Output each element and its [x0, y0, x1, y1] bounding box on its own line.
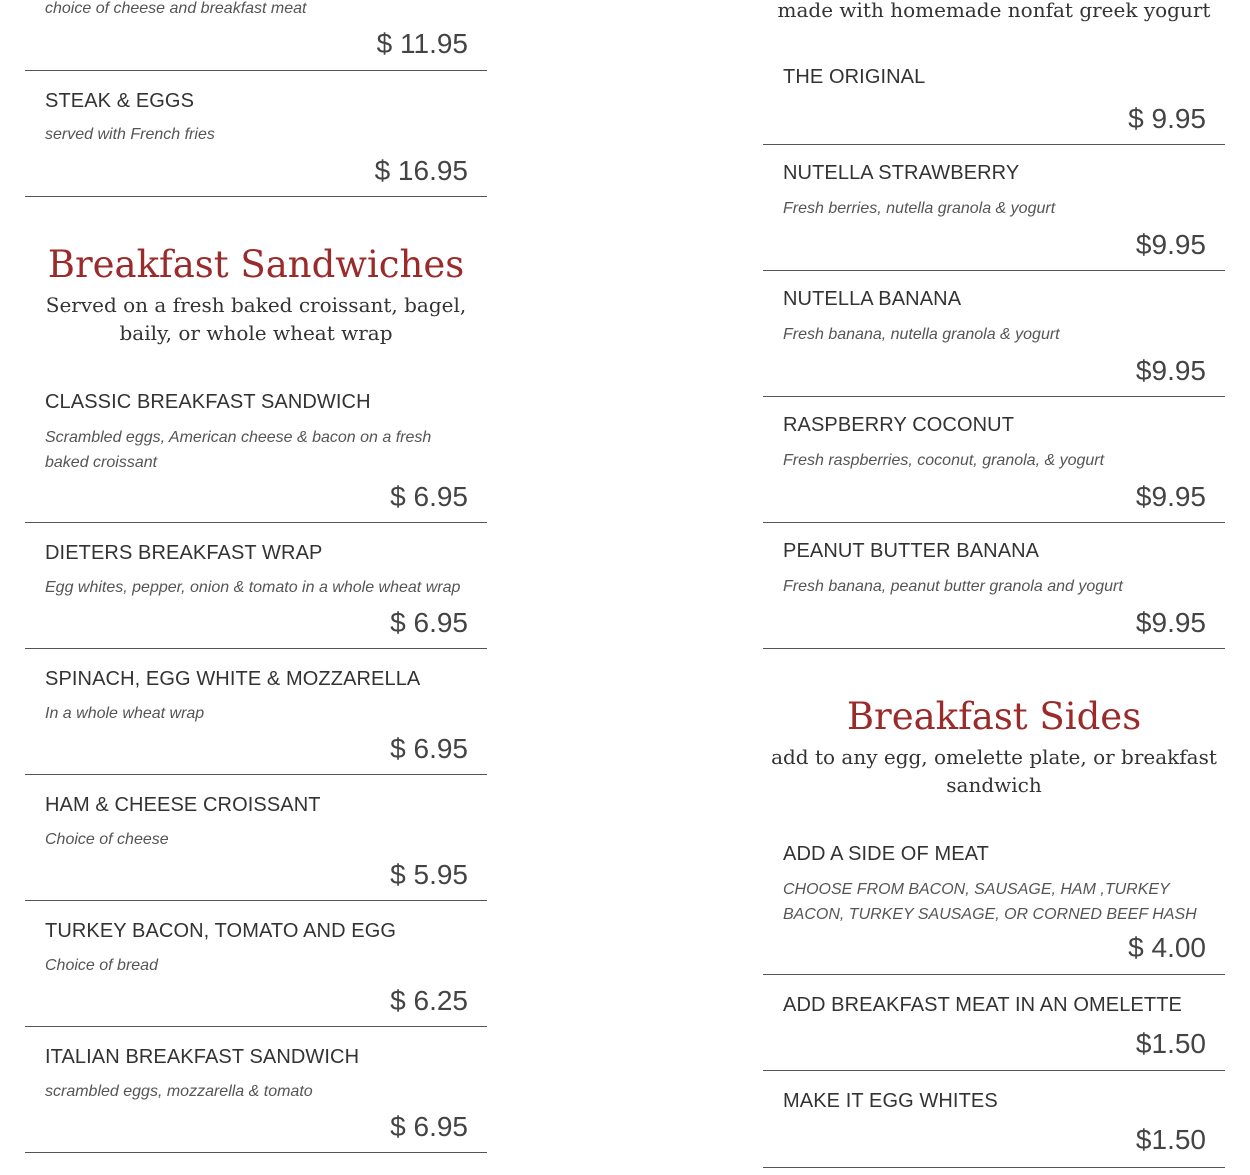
item-description: Egg whites, pepper, onion & tomato in a whole wheat wrap — [45, 579, 461, 596]
menu-item — [763, 271, 1225, 397]
item-price: $ 11.95 — [376, 28, 468, 59]
item-name: DIETERS BREAKFAST WRAP — [45, 542, 323, 564]
item-name: STEAK & EGGS — [45, 90, 195, 112]
item-price: $9.95 — [1135, 481, 1206, 512]
menu-item — [25, 901, 487, 1027]
item-price: $ 5.95 — [390, 859, 468, 890]
menu-item — [763, 145, 1225, 271]
item-price: $9.95 — [1135, 355, 1206, 386]
item-name: ADD BREAKFAST MEAT IN AN OMELETTE — [783, 994, 1182, 1016]
menu-item — [763, 975, 1225, 1071]
item-price: $ 6.95 — [390, 1111, 468, 1142]
item-description: Fresh berries, nutella granola & yogurt — [783, 200, 1056, 217]
item-description: scrambled eggs, mozzarella & tomato — [45, 1083, 313, 1100]
item-name: NUTELLA BANANA — [783, 288, 962, 310]
item-price: $ 6.25 — [390, 985, 468, 1016]
item-price: $9.95 — [1135, 607, 1206, 638]
menu-item — [763, 823, 1225, 975]
item-description: Scrambled eggs, American cheese & bacon on a fresh baked croissant — [45, 429, 432, 471]
item-name: HAM & CHEESE CROISSANT — [45, 794, 321, 816]
item-name: PEANUT BUTTER BANANA — [783, 540, 1040, 562]
menu-item — [25, 523, 487, 649]
item-price: $ 6.95 — [390, 733, 468, 764]
menu-item — [763, 47, 1225, 145]
item-price: $ 16.95 — [374, 155, 468, 186]
item-description: In a whole wheat wrap — [45, 705, 205, 722]
item-name: THE ORIGINAL — [783, 66, 926, 88]
item-price: $ 4.00 — [1128, 932, 1206, 963]
menu-item — [25, 371, 487, 523]
item-description: choice of cheese and breakfast meat — [45, 0, 307, 17]
item-price: $1.50 — [1135, 1124, 1206, 1155]
item-name: ADD A SIDE OF MEAT — [783, 843, 989, 865]
item-price: $9.95 — [1135, 229, 1206, 260]
item-name: NUTELLA STRAWBERRY — [783, 162, 1020, 184]
menu-item — [763, 397, 1225, 523]
item-description: Choice of cheese — [45, 831, 169, 848]
item-name: MAKE IT EGG WHITES — [783, 1090, 998, 1112]
item-price: $ 9.95 — [1128, 103, 1206, 134]
item-name: SPINACH, EGG WHITE & MOZZARELLA — [45, 668, 421, 690]
item-description: Choice of bread — [45, 957, 158, 974]
menu-item — [25, 649, 487, 775]
menu-item — [25, 775, 487, 901]
section-title: Breakfast Sandwiches — [47, 243, 465, 286]
menu-item — [763, 1071, 1225, 1168]
section-title: Breakfast Sides — [846, 695, 1142, 738]
item-description: Fresh raspberries, coconut, granola, & yogurt — [783, 452, 1105, 469]
item-description: Fresh banana, nutella granola & yogurt — [783, 326, 1060, 343]
section-subtitle: add to any egg, omelette plate, or breakfast sandwich — [771, 745, 1217, 797]
section-subtitle: made with homemade nonfat greek yogurt — [777, 0, 1211, 22]
menu-item — [25, 1027, 487, 1153]
item-description: served with French fries — [45, 126, 215, 143]
item-name: TURKEY BACON, TOMATO AND EGG — [45, 920, 397, 942]
item-description: CHOOSE FROM BACON, SAUSAGE, HAM ,TURKEY BACON, TURKEY SAUSAGE, OR CORNED BEEF HASH — [783, 881, 1197, 923]
item-price: $ 6.95 — [390, 481, 468, 512]
item-name: CLASSIC BREAKFAST SANDWICH — [45, 391, 371, 413]
menu-item — [763, 523, 1225, 649]
item-description: Fresh banana, peanut butter granola and yogurt — [783, 578, 1123, 595]
item-name: RASPBERRY COCONUT — [783, 414, 1015, 436]
menu-item — [25, 0, 487, 71]
item-name: ITALIAN BREAKFAST SANDWICH — [45, 1046, 360, 1068]
item-price: $ 6.95 — [390, 607, 468, 638]
menu-item — [25, 71, 487, 197]
section-subtitle: Served on a fresh baked croissant, bagel, baily, or whole wheat wrap — [45, 293, 467, 345]
item-price: $1.50 — [1135, 1028, 1206, 1059]
